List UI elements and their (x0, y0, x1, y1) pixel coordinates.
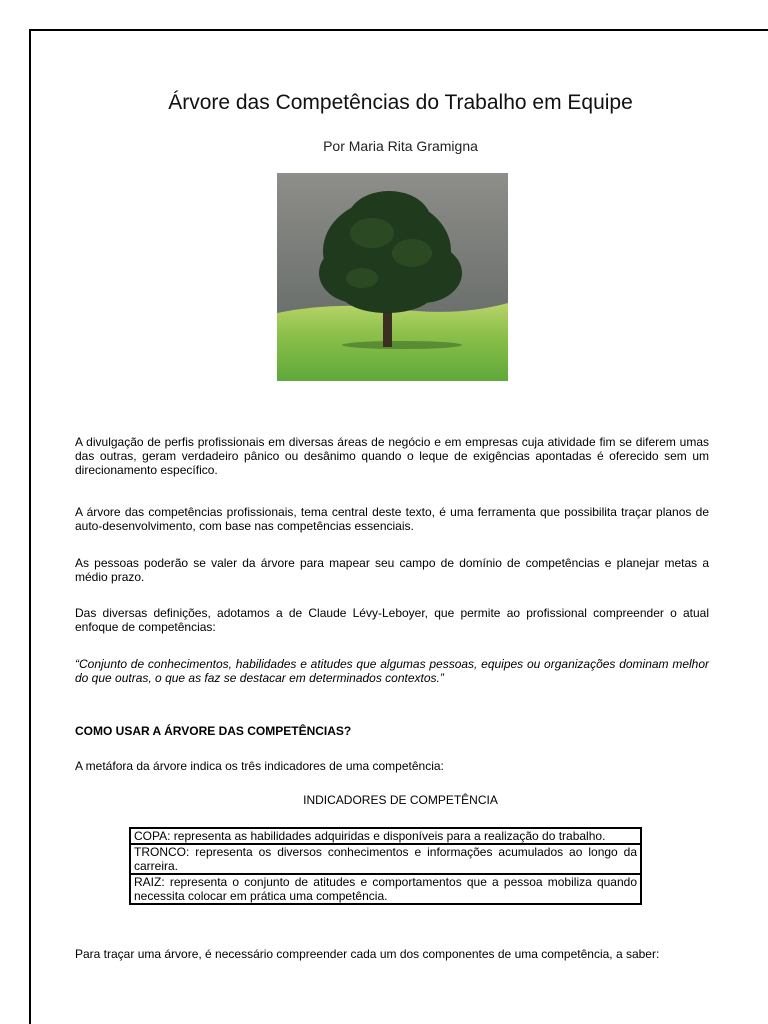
table-row (130, 828, 641, 844)
paragraph-metaphor: A metáfora da árvore indica os três indicadores de uma competência: (75, 759, 444, 773)
indicators-table (129, 827, 642, 905)
paragraph-tree: A árvore das competências profissionais, tema central deste texto, é uma ferramenta que possibilita traçar planos de auto-desenvolvimento, com base nas competências essenciais. (75, 505, 709, 533)
document-page (29, 29, 768, 1024)
document-title: Árvore das Competências do Trabalho em Equipe (168, 91, 633, 114)
paragraph-definition: Das diversas definições, adotamos a de Claude Lévy-Leboyer, que permite ao profissional compreender o atual enfoque de competências: (75, 606, 709, 634)
quote-definition: “Conjunto de conhecimentos, habilidades e atitudes que algumas pessoas, equipes ou organizações dominam melhor do que outras, o que as faz se destacar em determinados contextos.” (75, 657, 709, 685)
table-row (130, 874, 641, 904)
document-author: Por Maria Rita Gramigna (323, 138, 478, 154)
paragraph-components: Para traçar uma árvore, é necessário compreender cada um dos componentes de uma competência, a saber: (75, 947, 660, 961)
tree-image (277, 173, 508, 381)
table-row (130, 844, 641, 874)
indicator-tronco: TRONCO: representa os diversos conhecimentos e informações acumulados ao longo da carreira. (130, 844, 641, 874)
indicator-raiz: RAIZ: representa o conjunto de atitudes e comportamentos que a pessoa mobiliza quando necessita colocar em prática uma competência. (130, 874, 641, 904)
paragraph-intro: A divulgação de perfis profissionais em diversas áreas de negócio e em empresas cuja atividade fim se diferem umas das outras, geram verdadeiro pânico ou desânimo quando o leque de exigências apontadas é oferecido sem um direcionamento específico. (75, 435, 709, 477)
indicators-label: INDICADORES DE COMPETÊNCIA (303, 793, 498, 807)
paragraph-people: As pessoas poderão se valer da árvore para mapear seu campo de domínio de competências e planejar metas a médio prazo. (75, 556, 709, 584)
section-heading: COMO USAR A ÁRVORE DAS COMPETÊNCIAS? (75, 724, 352, 738)
indicator-copa: COPA: representa as habilidades adquiridas e disponíveis para a realização do trabalho. (130, 828, 641, 844)
